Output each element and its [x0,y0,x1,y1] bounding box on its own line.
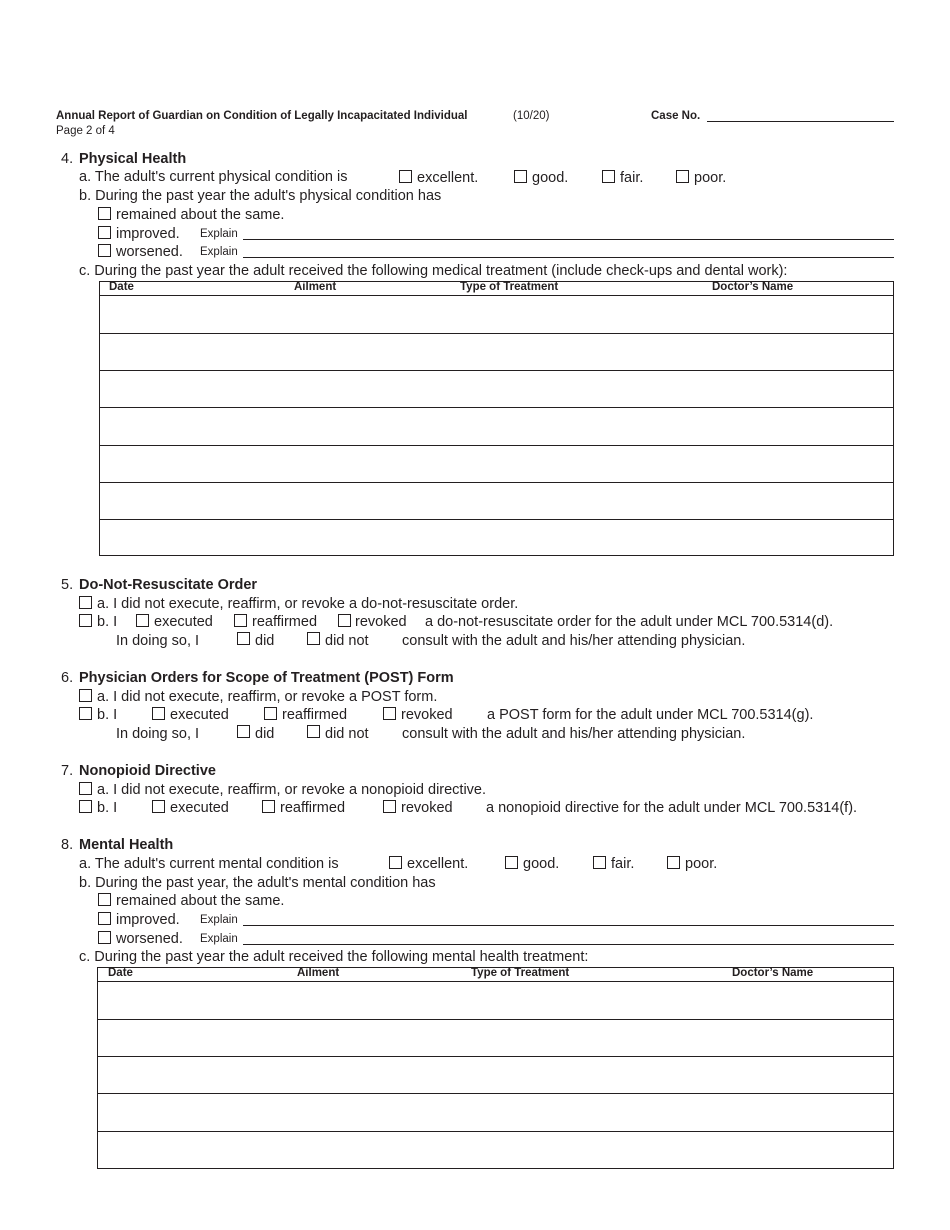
s6-executed-checkbox[interactable] [152,707,165,720]
s6-consult: consult with the adult and his/her attending physician. [402,726,746,742]
s4-a-text: a. The adult's current physical condition is [79,169,348,185]
table-row[interactable] [98,1131,893,1132]
page-number: Page 2 of 4 [56,125,115,137]
s8-a-text: a. The adult's current mental condition is [79,856,339,872]
table-row[interactable] [98,1056,893,1057]
form-version: (10/20) [513,110,550,122]
s8-same-checkbox[interactable] [98,893,111,906]
medical-treatment-table [99,281,894,556]
s5-didnot-checkbox[interactable] [307,632,320,645]
s6-executed-label: executed [170,707,229,723]
col-date: Date [109,281,134,293]
section-4-number: 4. [61,151,74,167]
s6-a-checkbox[interactable] [79,689,92,702]
s5-did-checkbox[interactable] [237,632,250,645]
s4-excellent-label: excellent. [417,170,479,186]
s8-improved-checkbox[interactable] [98,912,111,925]
s6-did-checkbox[interactable] [237,725,250,738]
s7-reaffirmed-checkbox[interactable] [262,800,275,813]
table-row[interactable] [100,519,893,520]
s8-poor-checkbox[interactable] [667,856,680,869]
table-header-row [98,968,893,982]
s6-did-label: did [255,726,275,742]
s5-a-text: a. I did not execute, reaffirm, or revoke a do-not-resuscitate order. [97,596,519,612]
col-ailment: Ailment [294,281,337,293]
s5-doing: In doing so, I [116,633,200,649]
s8-fair-checkbox[interactable] [593,856,606,869]
s5-a-checkbox[interactable] [79,596,92,609]
col-doctor: Doctor’s Name [732,967,814,979]
s4-poor-checkbox[interactable] [676,170,689,183]
s8-excellent-label: excellent. [407,856,469,872]
table-row[interactable] [100,445,893,446]
col-date: Date [108,967,133,979]
col-doctor: Doctor’s Name [712,281,794,293]
section-5-title: Do-Not-Resuscitate Order [79,577,258,593]
section-6-number: 6. [61,670,74,686]
s7-revoked-label: revoked [401,800,453,816]
section-7-number: 7. [61,763,74,779]
s4-improved-checkbox[interactable] [98,226,111,239]
s8-poor-label: poor. [685,856,718,872]
s8-b-text: b. During the past year, the adult's mental condition has [79,875,436,891]
s8-c-text: c. During the past year the adult received the following mental health treatment: [79,949,589,965]
s4-fair-label: fair. [620,170,644,186]
case-no-field[interactable] [707,121,894,122]
s4-same-checkbox[interactable] [98,207,111,220]
s4-good-checkbox[interactable] [514,170,527,183]
col-treatment: Type of Treatment [460,281,559,293]
s7-executed-label: executed [170,800,229,816]
table-header-row [100,282,893,296]
s4-worsened-checkbox[interactable] [98,244,111,257]
col-ailment: Ailment [297,967,340,979]
s4-same-label: remained about the same. [116,207,285,223]
s4-b-text: b. During the past year the adult's physical condition has [79,188,442,204]
s6-a-text: a. I did not execute, reaffirm, or revoke a POST form. [97,689,438,705]
s7-b-checkbox[interactable] [79,800,92,813]
s4-improved-explain-label: Explain [200,228,238,240]
case-no-label: Case No. [651,110,701,122]
s4-improved-label: improved. [116,226,180,242]
section-5-number: 5. [61,577,74,593]
s6-revoked-label: revoked [401,707,453,723]
s6-reaffirmed-checkbox[interactable] [264,707,277,720]
table-row[interactable] [98,1019,893,1020]
s8-same-label: remained about the same. [116,893,285,909]
s7-executed-checkbox[interactable] [152,800,165,813]
s8-improved-explain-label: Explain [200,914,238,926]
s7-a-text: a. I did not execute, reaffirm, or revoke a nonopioid directive. [97,782,487,798]
section-8-number: 8. [61,837,74,853]
s8-worsened-explain-label: Explain [200,933,238,945]
s5-executed-checkbox[interactable] [136,614,149,627]
s6-didnot-checkbox[interactable] [307,725,320,738]
s7-a-checkbox[interactable] [79,782,92,795]
section-4-title: Physical Health [79,151,187,167]
table-row[interactable] [100,333,893,334]
s7-reaffirmed-label: reaffirmed [280,800,346,816]
section-8-title: Mental Health [79,837,174,853]
s5-b-suffix: a do-not-resuscitate order for the adult under MCL 700.5314(d). [425,614,834,630]
s8-worsened-checkbox[interactable] [98,931,111,944]
s4-worsened-explain-field[interactable] [243,257,894,258]
s6-revoked-checkbox[interactable] [383,707,396,720]
s5-consult: consult with the adult and his/her attending physician. [402,633,746,649]
s4-fair-checkbox[interactable] [602,170,615,183]
s7-b-prefix: b. I [97,800,118,816]
s5-reaffirmed-checkbox[interactable] [234,614,247,627]
s6-b-checkbox[interactable] [79,707,92,720]
s7-b-suffix: a nonopioid directive for the adult under MCL 700.5314(f). [486,800,858,816]
s5-b-checkbox[interactable] [79,614,92,627]
table-row[interactable] [100,407,893,408]
s8-improved-label: improved. [116,912,180,928]
table-row[interactable] [100,370,893,371]
table-row[interactable] [100,482,893,483]
mental-treatment-table [97,967,894,1169]
s8-good-checkbox[interactable] [505,856,518,869]
s5-b-prefix: b. I [97,614,118,630]
s8-good-label: good. [523,856,560,872]
s5-revoked-label: revoked [355,614,407,630]
s6-didnot-label: did not [325,726,369,742]
s8-improved-explain-field[interactable] [243,925,894,926]
s8-worsened-explain-field[interactable] [243,944,894,945]
s5-executed-label: executed [154,614,213,630]
section-7-title: Nonopioid Directive [79,763,216,779]
s7-revoked-checkbox[interactable] [383,800,396,813]
s4-improved-explain-field[interactable] [243,239,894,240]
s5-did-label: did [255,633,275,649]
s6-reaffirmed-label: reaffirmed [282,707,348,723]
s8-excellent-checkbox[interactable] [389,856,402,869]
s4-worsened-label: worsened. [116,244,183,260]
table-row[interactable] [98,1093,893,1094]
s6-doing: In doing so, I [116,726,200,742]
s4-worsened-explain-label: Explain [200,246,238,258]
s4-poor-label: poor. [694,170,727,186]
s8-worsened-label: worsened. [116,931,183,947]
s5-didnot-label: did not [325,633,369,649]
s4-c-text: c. During the past year the adult received the following medical treatment (include check-ups and dental work): [79,263,788,279]
s6-b-suffix: a POST form for the adult under MCL 700.5314(g). [487,707,814,723]
s6-b-prefix: b. I [97,707,118,723]
s8-fair-label: fair. [611,856,635,872]
col-treatment: Type of Treatment [471,967,570,979]
section-6-title: Physician Orders for Scope of Treatment (POST) Form [79,670,454,686]
s4-excellent-checkbox[interactable] [399,170,412,183]
s5-revoked-checkbox[interactable] [338,614,351,627]
s4-good-label: good. [532,170,569,186]
form-title: Annual Report of Guardian on Condition of Legally Incapacitated Individual [56,110,468,122]
s5-reaffirmed-label: reaffirmed [252,614,318,630]
